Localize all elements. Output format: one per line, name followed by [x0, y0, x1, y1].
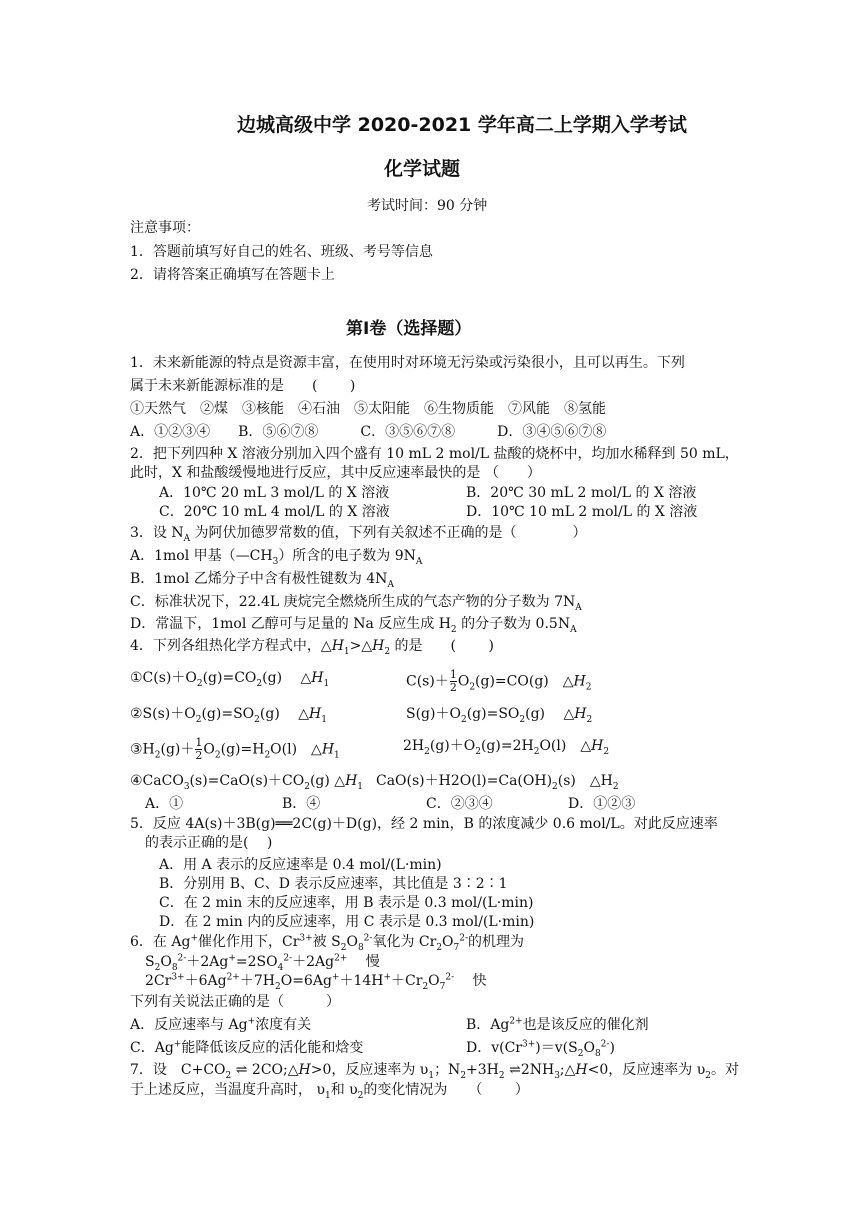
- q1-stem: 1．未来新能源的特点是资源丰富，在使用时对环境无污染或污染很小，且可以再生。下列: [130, 355, 685, 371]
- q1-options: A．①②③④ B．⑤⑥⑦⑧ C．③⑤⑥⑦⑧ D．③④⑤⑥⑦⑧: [130, 424, 607, 440]
- q3-option-c: C．标准状况下，22.4L 庚烷完全燃烧所生成的气态产物的分子数为 $7N_A$: [130, 594, 582, 613]
- q4-equation: $①C(s)+O_2(g)=CO_2(g)$ $\triangle H_1$: [130, 670, 330, 689]
- q2-option-b: B．20℃ 30 mL 2 mol/L 的 X 溶液: [466, 485, 697, 501]
- q6-option-b: B．$Ag^{2+}$也是该反应的催化剂: [466, 1016, 649, 1033]
- q6-option-d: D．$v(Cr^{3+})=v(S_2O_8^{2-})$: [466, 1039, 615, 1059]
- exam-time: 考试时间：90 分钟: [367, 198, 488, 214]
- q3-option-b: B．1mol 乙烯分子中含有极性键数为 $4N_A$: [130, 571, 394, 590]
- q5-option-b: B．分别用 B、C、D 表示反应速率，其比值是 3∶2∶1: [159, 876, 508, 892]
- q6-step: $2Cr^{3+}+6Ag^{2+}+7H_2O=6Ag^++14H^++Cr_2O_7^{2-}$ 快: [145, 972, 487, 992]
- q3-option-d: D．常温下，1mol 乙醇可与足量的 Na 反应生成 $H_2$ 的分子数为 $0.5N_A$: [130, 616, 577, 635]
- q2-option-a: A．10℃ 20 mL 3 mol/L 的 X 溶液: [159, 485, 390, 501]
- q7-stem: 于上述反应，当温度升高时， $\upsilon_1$和 $\upsilon_2$的变化情况为 （ ）: [130, 1082, 529, 1101]
- q4-option-b: B．④: [282, 796, 321, 812]
- q5-option-d: D．在 2 min 内的反应速率，用 C 表示是 0.3 mol/(L·min): [159, 914, 535, 930]
- q6-question: 下列有关说法正确的是（ ）: [130, 994, 340, 1010]
- q2-option-d: D．10℃ 10 mL 2 mol/L 的 X 溶液: [466, 504, 698, 520]
- q4-equation: C(s)＋ $\frac{1}{2}$ $O_2(g)=CO(g)$ $\triangle H_2$: [406, 668, 592, 694]
- q6-option-c: C．Ag+能降低该反应的活化能和焓变: [130, 1039, 364, 1056]
- notice-heading: 注意事项：: [130, 220, 200, 236]
- q4-equation: $2H_2(g)+O_2(g)=2H_2O(l)$ $\triangle H_2$: [403, 738, 610, 757]
- q5-option-a: A．用 A 表示的反应速率是 0.4 mol/(L·min): [159, 857, 442, 873]
- exam-title: 边城高级中学 2020-2021 学年高二上学期入学考试: [237, 114, 687, 136]
- q6-stem: 6．在 Ag+催化作用下，$Cr^{3+}$被 $S_2O_8^{2-}$氧化为 $Cr_2O_7^{2-}$的机理为: [130, 933, 525, 953]
- q6-step: $S_2O_8^{2-}+2Ag^+=2SO_4^{2-}+2Ag^{2+}$ 慢: [145, 953, 380, 973]
- q7-stem: 7．设 $C+CO_2$ ⇌ 2CO;△H>0，反应速率为 $\upsilon_1$；$N_2+3H_2$ $\rightleftharpoons 2NH_3;\triangle H<0$，反应速率为 $\upsilon_2$。对: [130, 1062, 739, 1081]
- q4-equation: $CaO(s)+H2O(l)=Ca(OH)_2(s)$ $\triangle H_2$: [376, 773, 619, 792]
- section-title: 第Ⅰ卷（选择题）: [346, 319, 472, 339]
- notice-item: 1．答题前填写好自己的姓名、班级、考号等信息: [130, 244, 433, 260]
- q4-equation: $S(g)+O_2(g)=SO_2(g)$ $\triangle H_2$: [406, 706, 593, 725]
- q4-equation: $④CaCO_3(s)=CaO(s)+CO_2(g)$ $\triangle H_1$: [130, 773, 364, 792]
- q4-option-c: C．②③④: [426, 796, 493, 812]
- q4-stem: 4．下列各组热化学方程式中，$\triangle H_1>\triangle H_2$ 的是 ( ): [130, 638, 494, 657]
- notice-item: 2．请将答案正确填写在答题卡上: [130, 267, 335, 283]
- q1-list: ①天然气 ②煤 ③核能 ④石油 ⑤太阳能 ⑥生物质能 ⑦风能 ⑧氢能: [130, 401, 606, 417]
- exam-subtitle: 化学试题: [384, 158, 461, 180]
- q5-stem: 5．反应 4A(s)＋3B(g)══2C(g)＋D(g)，经 2 min，B 的浓度减少 0.6 mol/L。对此反应速率: [130, 816, 718, 832]
- q2-option-c: C．20℃ 10 mL 4 mol/L 的 X 溶液: [159, 504, 390, 520]
- q4-option-a: A．①: [145, 796, 184, 812]
- q3-option-a: A．1mol 甲基$(—CH_3)$所含的电子数为 $9N_A$: [130, 548, 423, 567]
- q1-stem: 属于未来新能源标准的是 ( ): [130, 378, 356, 394]
- q5-stem: 的表示正确的是( ): [145, 835, 273, 851]
- q4-equation: $②S(s)+O_2(g)=SO_2(g)$ $\triangle H_1$: [130, 706, 327, 725]
- q4-equation: $③H_2(g)+$ $\frac{1}{2}$ $O_2(g)=H_2O(l)$ $\triangle H_1$: [130, 736, 340, 762]
- q4-option-d: D．①②③: [568, 796, 636, 812]
- q2-stem: 此时，X 和盐酸缓慢地进行反应，其中反应速率最快的是 （ ）: [130, 465, 541, 481]
- q2-stem: 2．把下列四种 X 溶液分别加入四个盛有 10 mL 2 mol/L 盐酸的烧杯中，均加水稀释到 50 mL，: [130, 446, 739, 462]
- q6-option-a: A．反应速率与 Ag+浓度有关: [130, 1016, 312, 1033]
- q3-stem: 3．设 $N_A$ 为阿伏加德罗常数的值，下列有关叙述不正确的是（ ）: [130, 525, 587, 544]
- q5-option-c: C．在 2 min 末的反应速率，用 B 表示是 0.3 mol/(L·min): [159, 895, 534, 911]
